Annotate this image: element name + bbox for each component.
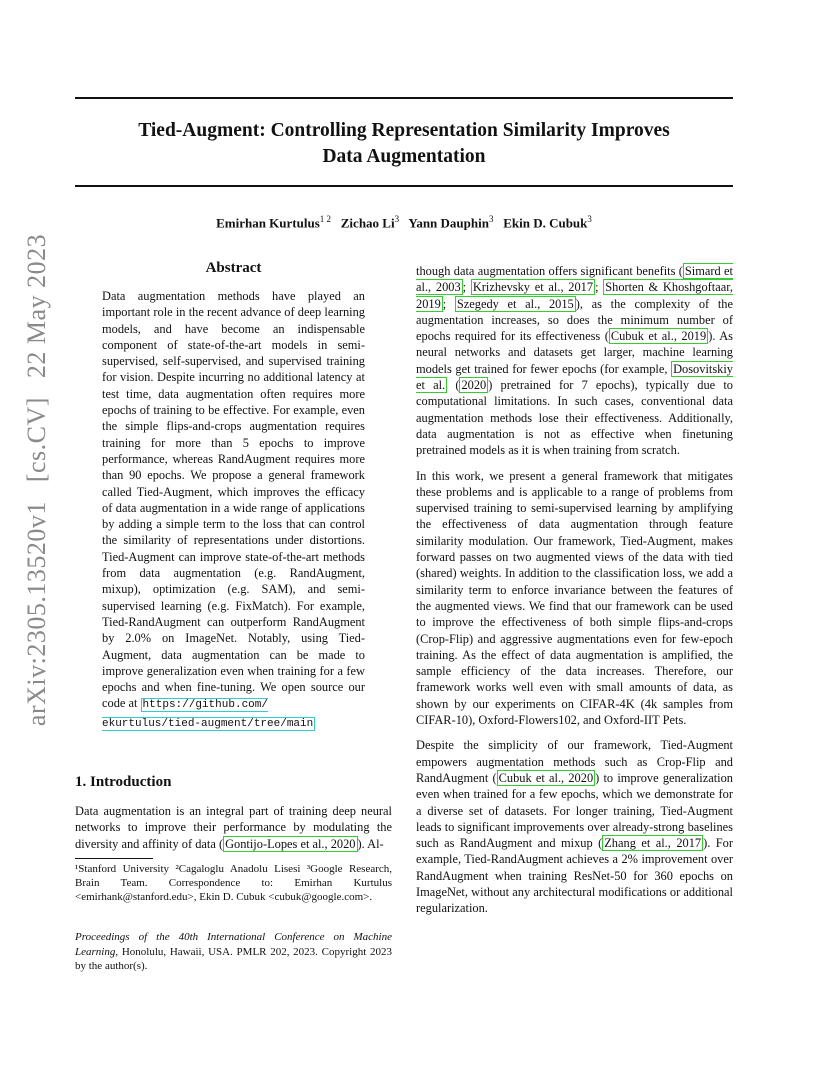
abstract-body [102, 288, 365, 732]
body-text: Despite the simplicity of our framework, Tied-Augment empowers augmentation methods such as Crop-Flip and RandAugment ( [416, 738, 733, 785]
citation-link[interactable]: Krizhevsky et al., 2017 [472, 280, 594, 295]
body-text: ) pretrained for 7 epochs), typically due to computational limitations. In such cases, conventional data augmentation methods lose their effectiveness. Additionally, data augmentation is not as effective when finetuning pretrained models as it is when training from scratch. [416, 378, 733, 458]
intro-paragraph-3 [416, 737, 733, 916]
code-link-line-2: ekurtulus/tied-augment/tree/main [102, 717, 314, 730]
body-text: ( [447, 378, 460, 393]
abstract-text: Data augmentation methods have played an important role in the recent advance of deep learning models, and have become an indispensable component of state-of-the-art models in semi-supervised, self-supervised, and supervised training for vision. Despite incurring no additional latency at test time, data augmentation often requires more epochs of training to be effective. For example, even the simple flips-and-crops augmentation requires training for more than 5 epochs to improve performance, whereas RandAugment requires more than 90 epochs. We propose a general framework called Tied-Augment, which improves the efficacy of data augmentation in a wide range of applications by adding a simple term to the loss that can control the similarity of representations under distortions. Tied-Augment can improve state-of-the-art methods from data augmentation (e.g. RandAugment, mixup), optimization (e.g. SAM), and semi-supervised learning (e.g. FixMatch). For example, Tied-RandAugment can outperform RandAugment by 2.0% on ImageNet. Notably, using Tied-Augment, data augmentation can be made to improve generalization even when training for a few epochs and when fine-tuning. We open source our code at [102, 289, 365, 711]
proceedings-details: , Honolulu, Hawaii, USA. PMLR 202, 2023. Copyright 2023 by the author(s). [75, 945, 392, 972]
body-text: ; [462, 280, 471, 295]
introduction-paragraph [75, 803, 392, 852]
title-bottom-rule [75, 185, 733, 187]
author-list [75, 214, 733, 231]
citation-link[interactable]: Cubuk et al., 2020 [498, 770, 594, 785]
proceedings-note [75, 930, 392, 974]
body-text: ) to improve generalization even when trained for a few epochs, which we demonstrate for a diverse set of datasets. For longer training, Tied-Augment leads to significant improvements over already-strong baselines such as RandAugment and mixup ( [416, 770, 733, 851]
author-affiliation: 3 [587, 214, 592, 224]
top-rule [75, 97, 733, 99]
arxiv-number: arXiv:2305.13520v1 [22, 501, 51, 727]
body-text: ; [442, 296, 455, 311]
body-text: ). As neural networks and datasets get larger, machine learning models get trained for fewer epochs (for example, [416, 329, 733, 376]
citation-link[interactable]: Dosovitskiy et al. [416, 361, 733, 393]
introduction-heading: 1. Introduction [75, 774, 172, 790]
author-name: Yann Dauphin [408, 215, 489, 231]
citation-link[interactable]: Szegedy et al., 2015 [456, 296, 574, 311]
body-text: ), as the complexity of the augmentation increases, so does the minimum number of epochs required for its effectiveness ( [416, 296, 733, 344]
author-name: Emirhan Kurtulus [216, 215, 320, 231]
citation-link[interactable]: Gontijo-Lopes et al., 2020 [225, 836, 356, 851]
citation-link[interactable]: 2020 [461, 378, 487, 393]
author-name: Ekin D. Cubuk [503, 215, 588, 231]
code-link-line-1: https://github.com/ [142, 699, 268, 712]
author-affiliation: 3 [488, 214, 494, 224]
footnote-rule [75, 858, 153, 859]
body-text: ; [595, 280, 604, 295]
citation-link[interactable]: Zhang et al., 2017 [604, 836, 702, 851]
intro-text: ). Al- [357, 836, 384, 851]
author-affiliation: 1 2 [319, 214, 332, 224]
body-text: though data augmentation offers significant benefits ( [416, 264, 683, 278]
paper-title [75, 118, 733, 170]
affiliation-footnote: ¹Stanford University ²Cagaloglu Anadolu Lisesi ³Google Research, Brain Team. Correspondence to: Emirhan Kurtulus <emirhank@stanford.edu>, Ekin D. Cubuk <cubuk@google.com>. [75, 863, 392, 904]
body-text: ). For example, Tied-RandAugment achieves a 2% improvement over RandAugment when training ResNet-50 for 360 epochs on ImageNet, without any architectural modifications or additional regularization. [416, 836, 733, 916]
proceedings-venue: Proceedings of the 40th International Conference on Machine Learning [75, 931, 392, 958]
citation-link[interactable]: Cubuk et al., 2019 [610, 329, 707, 344]
abstract-heading: Abstract [205, 260, 262, 276]
arxiv-date: 22 May 2023 [22, 233, 51, 379]
citation-link[interactable]: Shorten & Khoshgoftaar, 2019 [416, 280, 733, 311]
citation-link[interactable]: Simard et al., 2003 [416, 264, 733, 295]
intro-text: Data augmentation is an integral part of training deep neural networks to improve their performance by modulating the diversity and affinity of data ( [75, 804, 392, 851]
intro-paragraph-2: In this work, we present a general framework that mitigates these problems and is applicable to a range of problems from supervised training to semi-supervised learning by amplifying the effectiveness of data augmentation through feature similarity modulation. Our framework, Tied-Augment, makes forward passes on two augmented views of the data with tied (shared) weights. In addition to the classification loss, we add a similarity term to enforce invariance between the features of the augmented views. We find that our framework can be used to improve the effectiveness of both simple flips-and-crops (Crop-Flip) and aggressive augmentations even for few-epoch training. As the effect of data augmentation is amplified, the sample efficiency of the data increases. Therefore, our framework works well even with small amounts of data, as shown by our experiments on CIFAR-4K (4k samples from CIFAR-10), Oxford-Flowers102, and Oxford-IIT Pets. [416, 468, 733, 728]
author-name: Zichao Li [340, 215, 395, 231]
intro-paragraph-1 [416, 263, 733, 459]
right-column [416, 263, 733, 926]
title-line-2: Data Augmentation [322, 146, 486, 167]
arxiv-category: [cs.CV] [22, 397, 51, 483]
author-affiliation: 3 [394, 214, 400, 224]
title-line-1: Tied-Augment: Controlling Representation Similarity Improves [138, 120, 670, 141]
arxiv-identifier [22, 228, 52, 732]
